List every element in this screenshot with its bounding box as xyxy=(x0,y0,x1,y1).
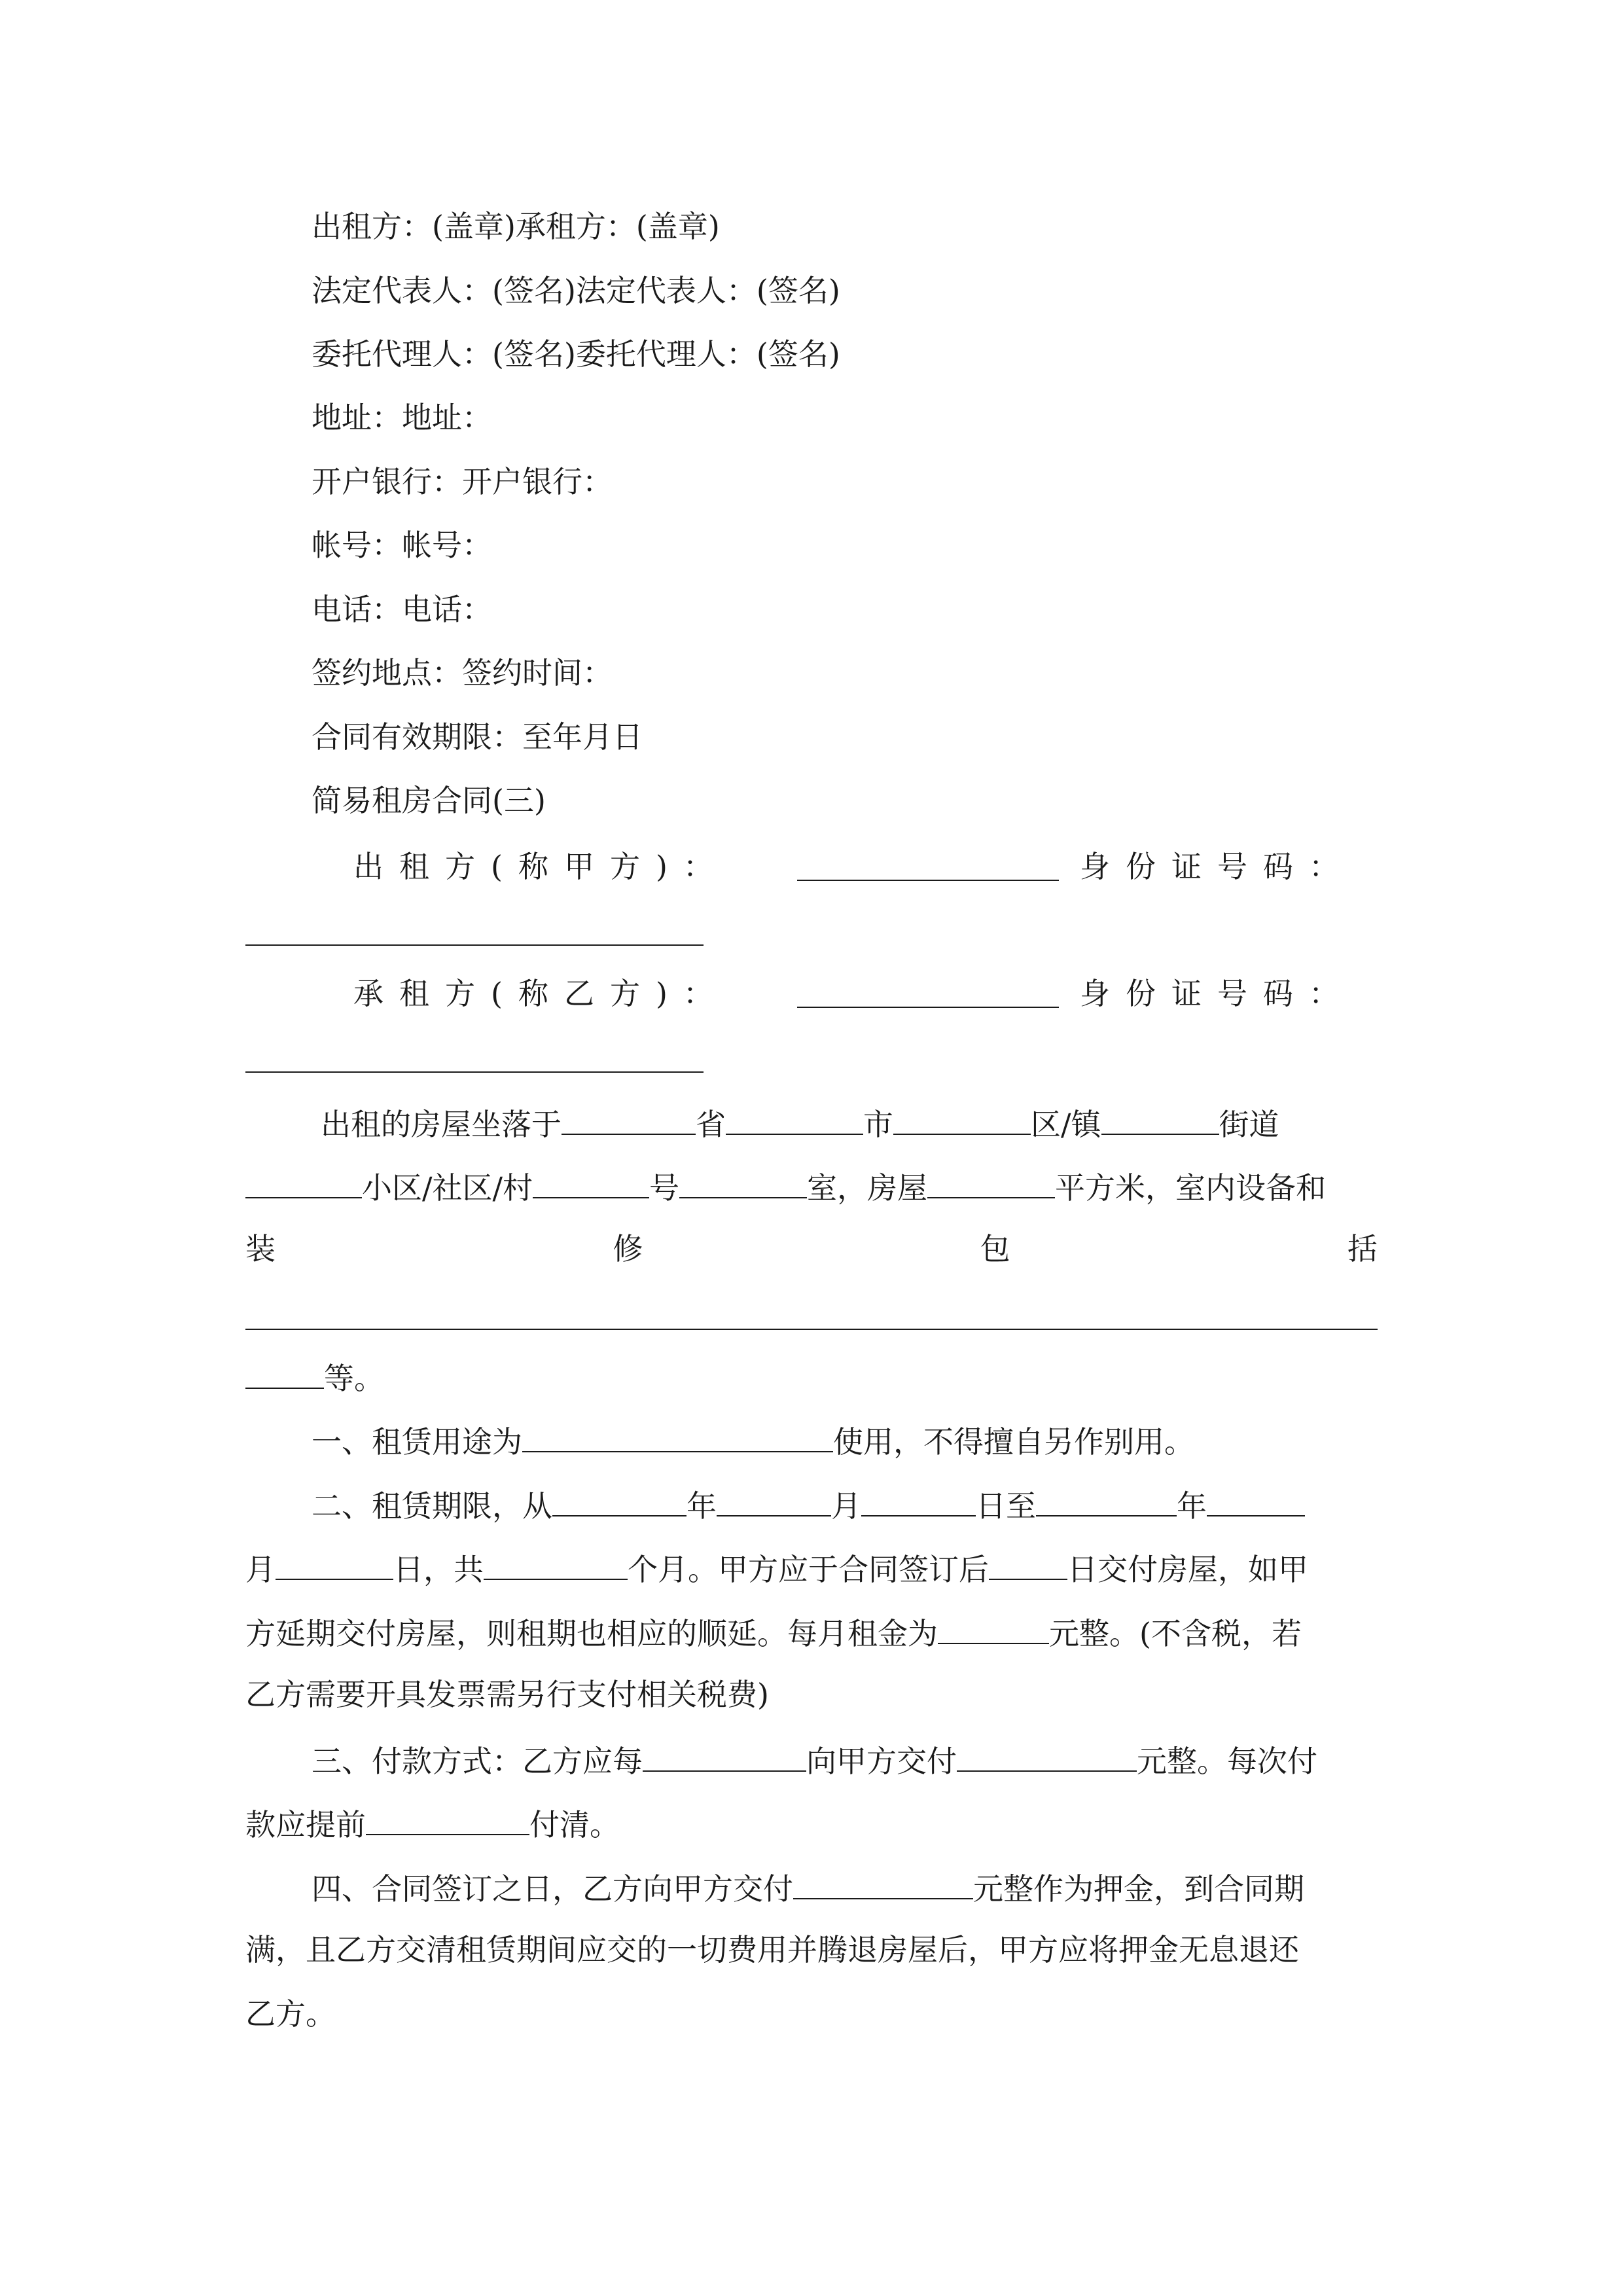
party-a-id-blank xyxy=(245,944,704,946)
bank-line: 开户银行：开户银行： xyxy=(312,464,613,499)
account-line: 帐号：帐号： xyxy=(312,528,492,563)
legal-rep-line: 法定代表人：(签名)法定代表人：(签名) xyxy=(312,273,840,308)
equipment-blank xyxy=(245,1329,1378,1330)
party-a-label: 出租方(称甲方)： xyxy=(353,849,729,884)
agent-line: 委托代理人：(签名)委托代理人：(签名) xyxy=(312,336,840,372)
clause-2-line-1: 二、租赁期限，从 年 月 日至 年 xyxy=(312,1485,1305,1524)
clause-4-line-1: 四、合同签订之日，乙方向甲方交付 元整作为押金，到合同期 xyxy=(312,1868,1304,1907)
property-line-3: 装 修 包 括 xyxy=(245,1231,1378,1266)
party-a-id-label: 身份证号码： xyxy=(1080,849,1355,884)
party-b-name-blank xyxy=(797,1007,1059,1008)
clause-2-line-3: 方延期交付房屋，则租期也相应的顺延。每月租金为 元整。(不含税，若 xyxy=(245,1613,1302,1652)
clause-3-line-1: 三、付款方式：乙方应每 向甲方交付 元整。每次付 xyxy=(312,1740,1317,1780)
seal-line: 出租方：(盖章)承租方：(盖章) xyxy=(312,209,720,244)
property-line-2: 小区/社区/村 号 室，房屋 平方米，室内设备和 xyxy=(245,1167,1326,1206)
property-line-1: 出租的房屋坐落于 省 市 区/镇 街道 xyxy=(321,1103,1279,1143)
party-b-id-blank xyxy=(245,1071,704,1073)
clause-2-line-2: 月 日，共 个月。甲方应于合同签订后 日交付房屋，如甲 xyxy=(245,1549,1308,1588)
party-b-label: 承租方(称乙方)： xyxy=(353,976,729,1011)
clause-3-line-2: 款应提前 付清。 xyxy=(245,1804,620,1843)
sign-place-time-line: 签约地点：签约时间： xyxy=(312,655,613,691)
clause-2-line-4: 乙方需要开具发票需另行支付相关税费) xyxy=(245,1677,769,1712)
property-line-4: 等。 xyxy=(245,1357,384,1397)
clause-4-line-2: 满，且乙方交清租赁期间应交的一切费用并腾退房屋后，甲方应将押金无息退还 xyxy=(245,1932,1299,1967)
party-b-id-label: 身份证号码： xyxy=(1080,976,1355,1011)
address-line: 地址：地址： xyxy=(312,400,492,435)
clause-1: 一、租赁用途为 使用，不得擅自另作别用。 xyxy=(312,1421,1194,1460)
phone-line: 电话：电话： xyxy=(312,592,492,627)
clause-4-line-3: 乙方。 xyxy=(245,1996,336,2032)
validity-line: 合同有效期限：至年月日 xyxy=(312,719,643,755)
contract-title: 简易租房合同(三) xyxy=(312,783,546,818)
party-a-name-blank xyxy=(797,880,1059,881)
